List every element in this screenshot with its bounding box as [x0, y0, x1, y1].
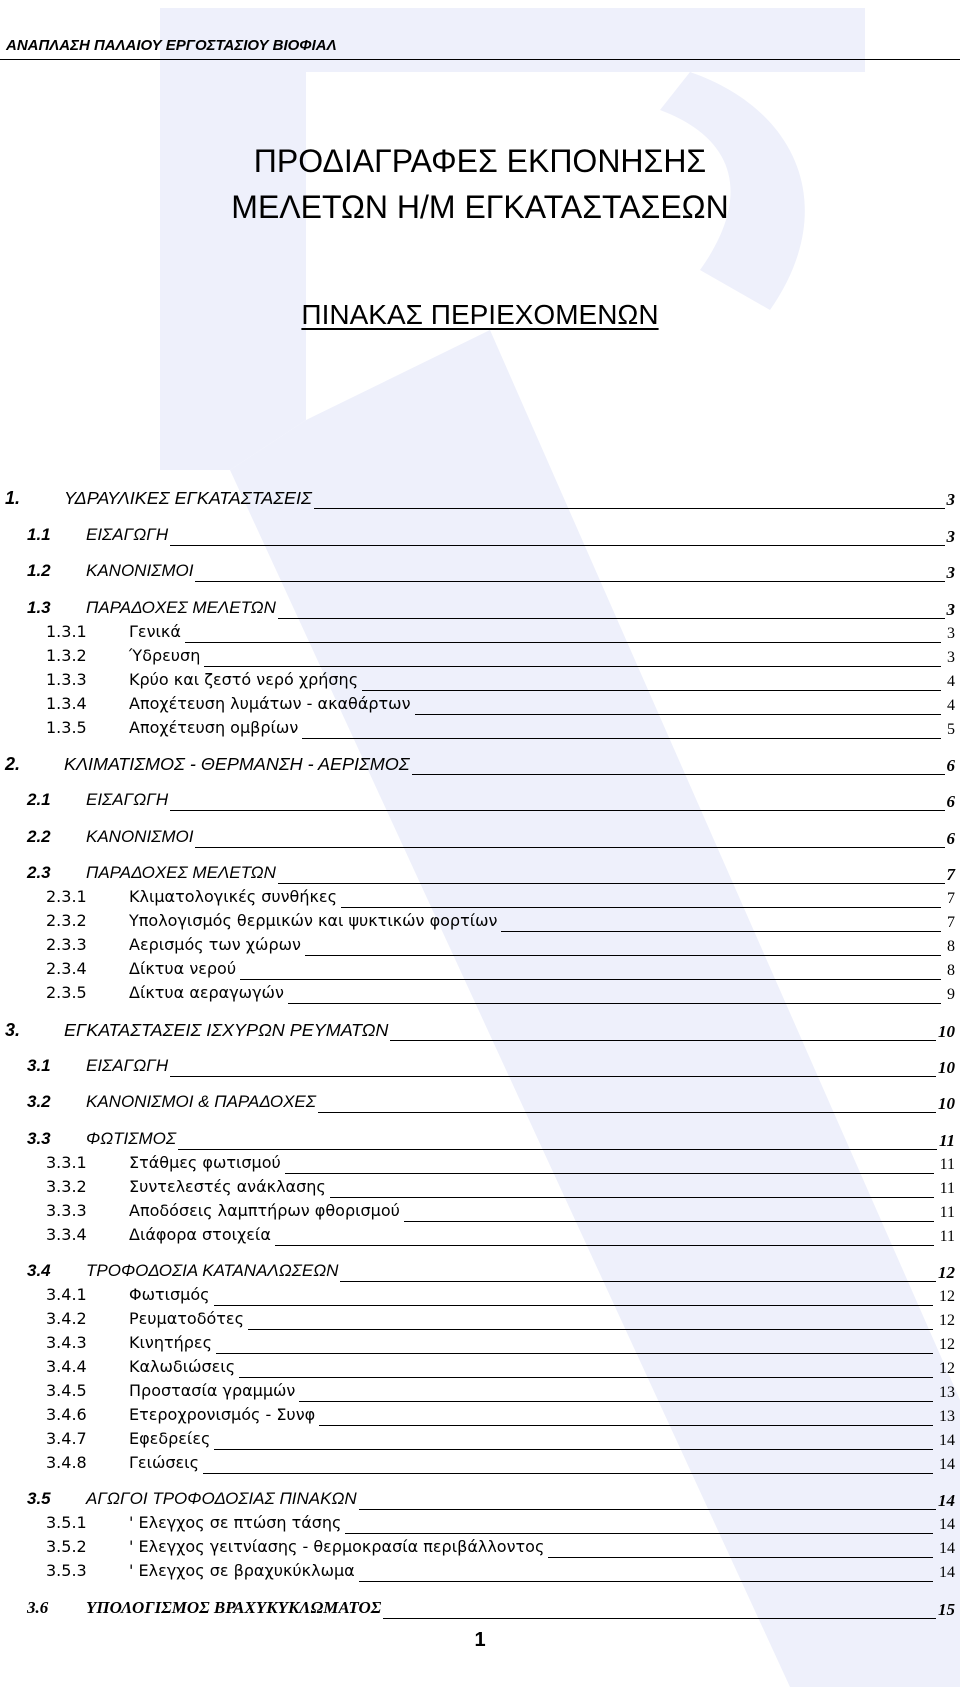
toc-entry-title: ΕΙΣΑΓΩΓΗ	[86, 790, 169, 810]
toc-entry-title: ΥΔΡΑΥΛΙΚΕΣ ΕΓΚΑΤΑΣΤΑΣΕΙΣ	[64, 488, 312, 509]
toc-leader	[305, 935, 941, 956]
toc-entry-title: ΚΑΝΟΝΙΣΜΟΙ	[86, 561, 194, 581]
toc-entry-number: 3.4.6	[46, 1405, 87, 1425]
toc-entry-section[interactable]	[0, 598, 960, 622]
toc-leader	[203, 1453, 933, 1474]
toc-entry-chapter[interactable]	[0, 488, 960, 512]
toc-leader	[170, 790, 944, 811]
toc-entry-number: 3.3.1	[46, 1152, 87, 1172]
toc-leader	[216, 1333, 933, 1354]
toc-entry-subsection[interactable]	[0, 1285, 960, 1309]
toc-entry-title: ΚΑΝΟΝΙΣΜΟΙ & ΠΑΡΑΔΟΧΕΣ	[86, 1092, 316, 1112]
toc-entry-title: Στάθμες φωτισμού	[129, 1152, 281, 1172]
toc-entry-section[interactable]	[0, 1261, 960, 1285]
toc-entry-number: 3.3.3	[46, 1200, 87, 1220]
toc-page-number: 14	[939, 1456, 955, 1474]
toc-entry-subsection[interactable]	[0, 1513, 960, 1537]
toc-page-number: 10	[938, 1057, 955, 1077]
toc-entry-number: 1.3	[27, 597, 51, 617]
toc-page-number: 3	[946, 490, 955, 510]
toc-entry-number: 3.	[5, 1019, 21, 1040]
toc-leader	[239, 1357, 933, 1378]
toc-leader	[330, 1177, 934, 1198]
toc-leader	[185, 622, 941, 643]
toc-entry-subsection[interactable]	[0, 1309, 960, 1333]
toc-entry-subsection[interactable]	[0, 1357, 960, 1381]
watermark-left-band	[160, 8, 306, 470]
toc-leader	[178, 1129, 937, 1150]
toc-entry-title: Καλωδιώσεις	[129, 1357, 236, 1377]
toc-entry-number: 3.4.3	[46, 1333, 87, 1353]
toc-page-number: 13	[939, 1384, 955, 1402]
toc-entry-number: 3.4.8	[46, 1453, 87, 1473]
toc-leader	[404, 1201, 934, 1222]
toc-leader	[170, 525, 944, 546]
toc-entry-title: Προστασία γραμμών	[129, 1381, 296, 1401]
toc-entry-subsection[interactable]	[0, 1333, 960, 1357]
toc-entry-subsection[interactable]	[0, 911, 960, 935]
toc-entry-title: Συντελεστές ανάκλασης	[129, 1176, 326, 1196]
toc-page-number: 15	[938, 1599, 955, 1619]
toc-entry-number: 2.1	[27, 790, 51, 810]
toc-leader	[390, 1020, 936, 1041]
toc-entry-title: Εφεδρείες	[129, 1429, 211, 1449]
toc-leader	[362, 670, 941, 691]
toc-entry-chapter[interactable]	[0, 754, 960, 778]
toc-entry-number: 3.6	[27, 1597, 49, 1617]
toc-entry-title: Γενικά	[129, 621, 181, 641]
toc-page-number: 11	[938, 1130, 955, 1150]
toc-entry-title: ΦΩΤΙΣΜΟΣ	[86, 1128, 177, 1148]
toc-page-number: 3	[946, 526, 955, 546]
toc-page-number: 12	[938, 1263, 955, 1283]
toc-page-number: 8	[947, 938, 955, 956]
toc-leader	[302, 718, 941, 739]
toc-leader	[415, 694, 941, 715]
document-title-line-1: ΠΡΟΔΙΑΓΡΑΦΕΣ ΕΚΠΟΝΗΣΗΣ	[253, 143, 707, 179]
toc-entry-number: 3.5.2	[46, 1537, 87, 1557]
toc-page-number: 11	[939, 1227, 955, 1245]
toc-entry-title: ΤΡΟΦΟΔΟΣΙΑ ΚΑΤΑΝΑΛΩΣΕΩΝ	[86, 1261, 339, 1281]
toc-entry-section[interactable]	[0, 1129, 960, 1153]
toc-page-number: 6	[946, 792, 955, 812]
toc-leader	[299, 1381, 933, 1402]
toc-page-number: 13	[939, 1408, 955, 1426]
toc-entry-number: 2.3.3	[46, 935, 87, 955]
toc-entry-title: ' Ελεγχος γειτνίασης - θερμοκρασία περιβάλλοντος	[129, 1537, 545, 1557]
toc-entry-number: 3.3.2	[46, 1176, 87, 1196]
toc-entry-subsection[interactable]	[0, 1225, 960, 1249]
toc-page-number: 10	[938, 1021, 955, 1041]
toc-entry-subsection[interactable]	[0, 1453, 960, 1477]
toc-entry-title: Ετεροχρονισμός - Συνφ	[129, 1405, 316, 1425]
toc-entry-subsection[interactable]	[0, 670, 960, 694]
toc-page-number: 10	[938, 1094, 955, 1114]
toc-page-number: 7	[947, 914, 955, 932]
toc-entry-number: 3.3	[27, 1128, 51, 1148]
toc-page-number: 7	[946, 865, 955, 885]
toc-entry-subsection[interactable]	[0, 1561, 960, 1585]
toc-entry-number: 1.3.3	[46, 669, 87, 689]
toc-entry-title: Αποδόσεις λαμπτήρων φθορισμού	[129, 1200, 400, 1220]
toc-page-number: 4	[947, 696, 955, 714]
toc-entry-title: ΠΑΡΑΔΟΧΕΣ ΜΕΛΕΤΩΝ	[86, 863, 276, 883]
toc-entry-title: Αποχέτευση ομβρίων	[129, 717, 299, 737]
toc-entry-title: ' Ελεγχος σε βραχυκύκλωμα	[129, 1561, 355, 1581]
toc-entry-number: 2.	[5, 753, 21, 774]
toc-entry-title: ΕΙΣΑΓΩΓΗ	[86, 1055, 169, 1075]
toc-entry-subsection[interactable]	[0, 983, 960, 1007]
toc-entry-section[interactable]	[0, 525, 960, 549]
toc-leader	[383, 1598, 936, 1619]
toc-page-number: 11	[939, 1155, 955, 1173]
toc-page-number: 14	[939, 1432, 955, 1450]
toc-page-number: 12	[939, 1336, 955, 1354]
toc-page-number: 6	[946, 755, 955, 775]
toc-entry-subsection[interactable]	[0, 694, 960, 718]
toc-entry-title: Κινητήρες	[129, 1333, 212, 1353]
toc-entry-title: ΥΠΟΛΟΓΙΣΜΟΣ ΒΡΑΧΥΚΥΚΛΩΜΑΤΟΣ	[86, 1597, 382, 1617]
toc-entry-number: 2.3.1	[46, 887, 87, 907]
toc-page-number: 5	[947, 720, 955, 738]
toc-entry-title: ΕΙΣΑΓΩΓΗ	[86, 524, 169, 544]
toc-entry-title: Αερισμός των χώρων	[129, 935, 301, 955]
toc-entry-title: ΚΑΝΟΝΙΣΜΟΙ	[86, 826, 194, 846]
toc-entry-number: 3.3.4	[46, 1224, 87, 1244]
toc-entry-title: Διάφορα στοιχεία	[129, 1224, 271, 1244]
toc-leader	[214, 1285, 933, 1306]
toc-entry-title: Κλιματολογικές συνθήκες	[129, 887, 337, 907]
header-rule	[0, 59, 960, 60]
toc-entry-title: ΠΑΡΑΔΟΧΕΣ ΜΕΛΕΤΩΝ	[86, 597, 276, 617]
document-title-line-2: ΜΕΛΕΤΩΝ Η/Μ ΕΓΚΑΤΑΣΤΑΣΕΩΝ	[231, 189, 729, 225]
toc-entry-number: 3.4.2	[46, 1309, 87, 1329]
toc-entry-number: 2.2	[27, 826, 51, 846]
toc-entry-subsection[interactable]	[0, 1153, 960, 1177]
toc-entry-title: ΕΓΚΑΤΑΣΤΑΣΕΙΣ ΙΣΧΥΡΩΝ ΡΕΥΜΑΤΩΝ	[64, 1019, 389, 1040]
toc-entry-section[interactable]	[0, 1598, 960, 1622]
toc-entry-section[interactable]	[0, 863, 960, 887]
toc-page-number: 11	[939, 1203, 955, 1221]
toc-entry-section[interactable]	[0, 1056, 960, 1080]
toc-entry-number: 2.3.4	[46, 959, 87, 979]
toc-leader	[195, 561, 944, 582]
toc-entry-number: 1.1	[27, 524, 51, 544]
toc-entry-section[interactable]	[0, 1489, 960, 1513]
toc-leader	[170, 1056, 936, 1077]
toc-entry-number: 1.3.2	[46, 645, 87, 665]
toc-page-number: 7	[947, 890, 955, 908]
toc-leader	[359, 1489, 936, 1510]
toc-page-number: 3	[947, 648, 955, 666]
toc-entry-section[interactable]	[0, 561, 960, 585]
toc-entry-number: 3.4	[27, 1261, 51, 1281]
toc-page-number: 8	[947, 962, 955, 980]
toc-entry-title: ΚΛΙΜΑΤΙΣΜΟΣ - ΘΕΡΜΑΝΣΗ - ΑΕΡΙΣΜΟΣ	[64, 753, 410, 774]
toc-entry-section[interactable]	[0, 790, 960, 814]
toc-page-number: 14	[939, 1516, 955, 1534]
toc-entry-subsection[interactable]	[0, 646, 960, 670]
toc-page-number: 14	[939, 1564, 955, 1582]
toc-page-number: 3	[946, 563, 955, 583]
toc-leader	[318, 1092, 936, 1113]
table-of-contents	[0, 476, 960, 1622]
toc-entry-title: Γειώσεις	[129, 1453, 199, 1473]
toc-leader	[248, 1309, 933, 1330]
contents-heading	[0, 297, 960, 333]
document-title	[0, 138, 960, 230]
toc-entry-number: 2.3	[27, 863, 51, 883]
toc-entry-number: 1.3.4	[46, 693, 87, 713]
toc-entry-title: Υπολογισμός θερμικών και ψυκτικών φορτίων	[129, 911, 498, 931]
toc-page-number: 12	[939, 1360, 955, 1378]
toc-entry-subsection[interactable]	[0, 1201, 960, 1225]
toc-entry-subsection[interactable]	[0, 622, 960, 646]
toc-entry-number: 3.4.5	[46, 1381, 87, 1401]
toc-page-number: 12	[939, 1288, 955, 1306]
toc-leader	[204, 646, 941, 667]
contents-heading-text: ΠΙΝΑΚΑΣ ΠΕΡΙΕΧΟΜΕΝΩΝ	[301, 299, 659, 330]
toc-leader	[275, 1225, 934, 1246]
toc-entry-title: Δίκτυα αεραγωγών	[129, 983, 284, 1003]
toc-entry-number: 1.3.5	[46, 717, 87, 737]
toc-entry-title: ' Ελεγχος σε πτώση τάσης	[129, 1513, 342, 1533]
toc-entry-subsection[interactable]	[0, 718, 960, 742]
toc-leader	[501, 911, 941, 932]
toc-entry-number: 3.4.7	[46, 1429, 87, 1449]
toc-leader	[345, 1513, 933, 1534]
toc-entry-title: Κρύο και ζεστό νερό χρήσης	[129, 669, 359, 689]
toc-entry-number: 2.3.5	[46, 983, 87, 1003]
toc-entry-number: 3.5	[27, 1489, 51, 1509]
toc-page-number: 9	[947, 986, 955, 1004]
toc-page-number: 3	[946, 599, 955, 619]
toc-entry-title: ΑΓΩΓΟΙ ΤΡΟΦΟΔΟΣΙΑΣ ΠΙΝΑΚΩΝ	[86, 1489, 357, 1509]
toc-entry-number: 3.1	[27, 1055, 51, 1075]
toc-entry-subsection[interactable]	[0, 1429, 960, 1453]
toc-entry-title: Ρευματοδότες	[129, 1309, 244, 1329]
toc-leader	[285, 1153, 934, 1174]
toc-page-number: 14	[938, 1491, 955, 1511]
toc-page-number: 11	[939, 1179, 955, 1197]
toc-entry-title: Αποχέτευση λυμάτων - ακαθάρτων	[129, 693, 411, 713]
toc-entry-section[interactable]	[0, 1092, 960, 1116]
toc-leader	[214, 1429, 933, 1450]
running-header: ΑΝΑΠΛΑΣΗ ΠΑΛΑΙΟΥ ΕΡΓΟΣΤΑΣΙΟΥ ΒΙΟΦΙΑΛ	[6, 37, 337, 54]
toc-entry-subsection[interactable]	[0, 1405, 960, 1429]
toc-entry-number: 3.5.1	[46, 1513, 87, 1533]
toc-entry-number: 3.4.4	[46, 1357, 87, 1377]
toc-entry-subsection[interactable]	[0, 959, 960, 983]
toc-leader	[240, 959, 941, 980]
toc-page-number: 4	[947, 672, 955, 690]
toc-entry-title: Ύδρευση	[129, 645, 201, 665]
page-number: 1	[474, 1629, 486, 1651]
toc-entry-subsection[interactable]	[0, 935, 960, 959]
toc-leader	[548, 1537, 933, 1558]
toc-entry-number: 1.2	[27, 561, 51, 581]
toc-page-number: 6	[946, 828, 955, 848]
toc-entry-number: 3.4.1	[46, 1285, 87, 1305]
toc-leader	[341, 887, 941, 908]
toc-leader	[412, 754, 945, 775]
toc-entry-section[interactable]	[0, 827, 960, 851]
toc-leader	[340, 1261, 936, 1282]
toc-entry-number: 1.3.1	[46, 621, 87, 641]
toc-entry-number: 3.5.3	[46, 1561, 87, 1581]
toc-entry-number: 2.3.2	[46, 911, 87, 931]
toc-leader	[288, 983, 941, 1004]
toc-leader	[278, 863, 945, 884]
toc-entry-subsection[interactable]	[0, 1381, 960, 1405]
toc-entry-title: Φωτισμός	[129, 1285, 210, 1305]
toc-leader	[195, 827, 944, 848]
toc-leader	[319, 1405, 933, 1426]
toc-entry-chapter[interactable]	[0, 1020, 960, 1044]
toc-entry-subsection[interactable]	[0, 1177, 960, 1201]
toc-leader	[359, 1561, 933, 1582]
toc-entry-title: Δίκτυα νερού	[129, 959, 237, 979]
toc-page-number: 3	[947, 624, 955, 642]
toc-entry-number: 3.2	[27, 1092, 51, 1112]
toc-entry-number: 1.	[5, 488, 21, 509]
toc-entry-subsection[interactable]	[0, 887, 960, 911]
toc-page-number: 14	[939, 1540, 955, 1558]
toc-entry-subsection[interactable]	[0, 1537, 960, 1561]
toc-leader	[278, 598, 945, 619]
toc-leader	[314, 488, 945, 509]
toc-page-number: 12	[939, 1312, 955, 1330]
